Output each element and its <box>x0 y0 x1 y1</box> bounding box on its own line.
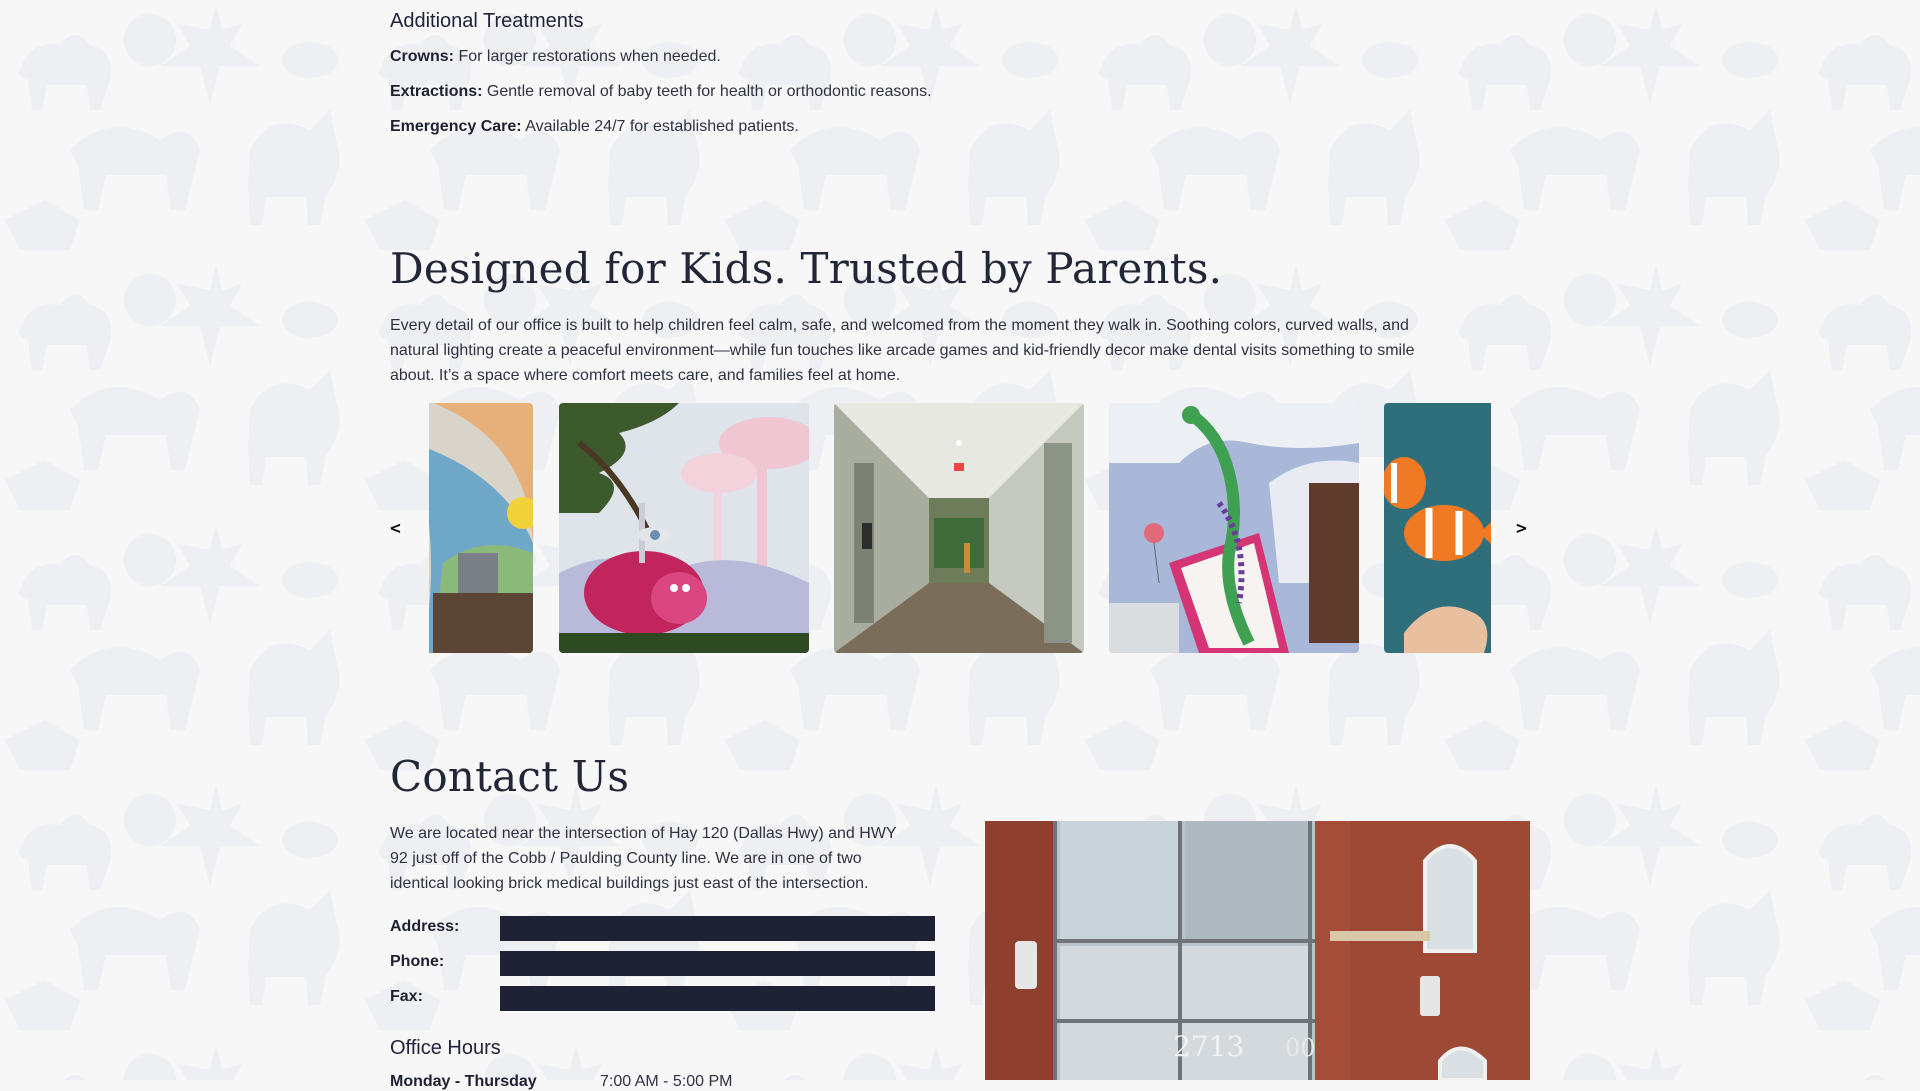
hours-time: 7:00 AM - 5:00 PM <box>600 1073 733 1090</box>
contact-line-3: identical looking brick medical buildings just east of the intersection. <box>390 875 869 892</box>
designed-for-kids-title: Designed for Kids. Trusted by Parents. <box>390 244 1223 293</box>
additional-treatments-heading: Additional Treatments <box>390 10 584 32</box>
carousel-slide-hippo-mural[interactable] <box>559 403 809 653</box>
treatment-term: Emergency Care: <box>390 118 522 135</box>
treatment-crowns <box>390 48 721 66</box>
hallway-photo <box>834 403 1084 653</box>
treatment-desc: For larger restorations when needed. <box>454 48 721 65</box>
treatment-term: Extractions: <box>390 83 483 100</box>
designed-line-3: about. It’s a space where comfort meets care, and families feel at home. <box>390 367 901 384</box>
building-photo <box>985 821 1530 1080</box>
carousel-slide-clownfish-mural[interactable] <box>1384 403 1491 653</box>
contact-us-title: Contact Us <box>390 752 630 801</box>
building-number-2: 00 <box>1285 1034 1316 1062</box>
contact-line-2: 92 just off of the Cobb / Paulding County line. We are in one of two <box>390 850 862 867</box>
designed-line-2: natural lighting create a peaceful environment—while fun touches like arcade games and kid-friendly decor make dental visits something to smile <box>390 342 1415 359</box>
carousel-slide-operatory[interactable] <box>429 403 533 653</box>
building-number: 2713 <box>1173 1030 1245 1063</box>
treatment-emergency <box>390 118 799 136</box>
contact-line-1: We are located near the intersection of Hay 120 (Dallas Hwy) and HWY <box>390 825 897 842</box>
phone-redacted-value <box>500 951 935 976</box>
fax-label: Fax: <box>390 988 423 1005</box>
office-photo-carousel <box>429 403 1491 653</box>
treatment-extractions <box>390 83 932 101</box>
hippo-mural-photo <box>559 403 809 653</box>
building-photo-image <box>985 821 1530 1080</box>
hours-day: Monday - Thursday <box>390 1073 537 1090</box>
designed-line-1: Every detail of our office is built to help children feel calm, safe, and welcomed from the moment they walk in. Soothing colors, curved walls, and <box>390 317 1409 334</box>
address-label: Address: <box>390 918 460 935</box>
carousel-next-button[interactable]: > <box>1516 518 1527 539</box>
carousel-prev-button[interactable]: < <box>390 518 401 539</box>
clownfish-mural-photo <box>1384 403 1491 653</box>
carousel-slide-hallway[interactable] <box>834 403 1084 653</box>
carousel-slide-lizard-mural[interactable] <box>1109 403 1359 653</box>
operatory-photo <box>429 403 533 653</box>
treatment-term: Crowns: <box>390 48 454 65</box>
lizard-mural-photo <box>1109 403 1359 653</box>
fax-redacted-value <box>500 986 935 1011</box>
office-hours-heading: Office Hours <box>390 1037 501 1059</box>
address-redacted-value <box>500 916 935 941</box>
treatment-desc: Available 24/7 for established patients. <box>521 118 799 135</box>
treatment-desc: Gentle removal of baby teeth for health or orthodontic reasons. <box>482 83 932 100</box>
phone-label: Phone: <box>390 953 445 970</box>
